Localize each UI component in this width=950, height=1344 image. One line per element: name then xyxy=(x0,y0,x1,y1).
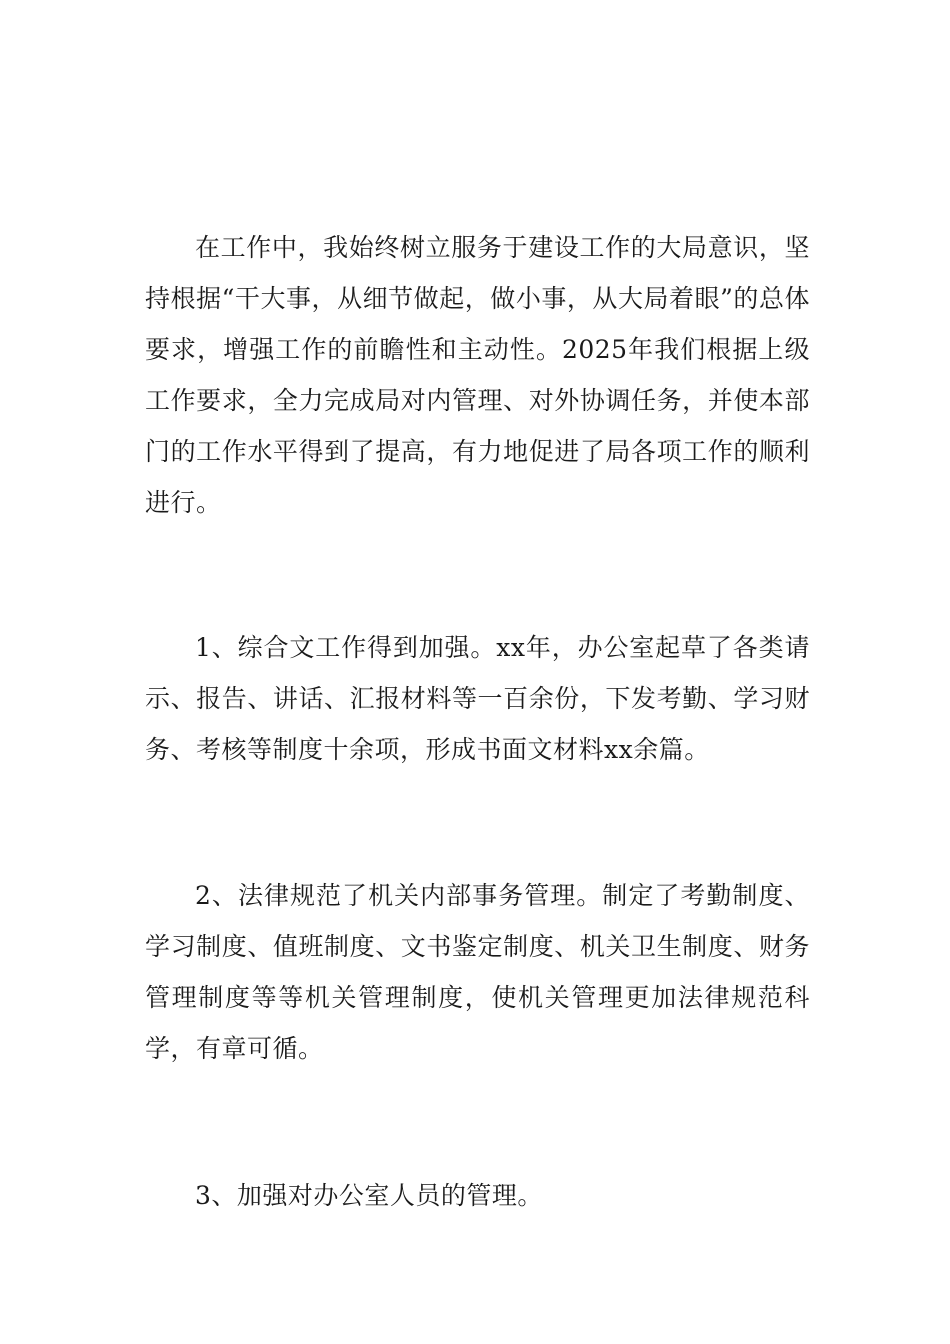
intro-paragraph: 在工作中，我始终树立服务于建设工作的大局意识，坚持根据“干大事，从细节做起，做小事，从大局着眼”的总体要求，增强工作的前瞻性和主动性。2025年我们根据上级工作要求，全力完成局对内管理、对外协调任务，并使本部门的工作水平得到了提高，有力地促进了局各项工作的顺利进行。 xyxy=(145,233,810,517)
item-3-paragraph: 3、加强对办公室人员的管理。 xyxy=(195,1181,543,1210)
item-1-paragraph: 1、综合文工作得到加强。xx年，办公室起草了各类请示、报告、讲话、汇报材料等一百余份，下发考勤、学习财务、考核等制度十余项，形成书面文材料xx余篇。 xyxy=(145,633,810,764)
item-2-paragraph: 2、法律规范了机关内部事务管理。制定了考勤制度、学习制度、值班制度、文书鉴定制度、机关卫生制度、财务管理制度等等机关管理制度，使机关管理更加法律规范科学，有章可循。 xyxy=(145,881,810,1063)
